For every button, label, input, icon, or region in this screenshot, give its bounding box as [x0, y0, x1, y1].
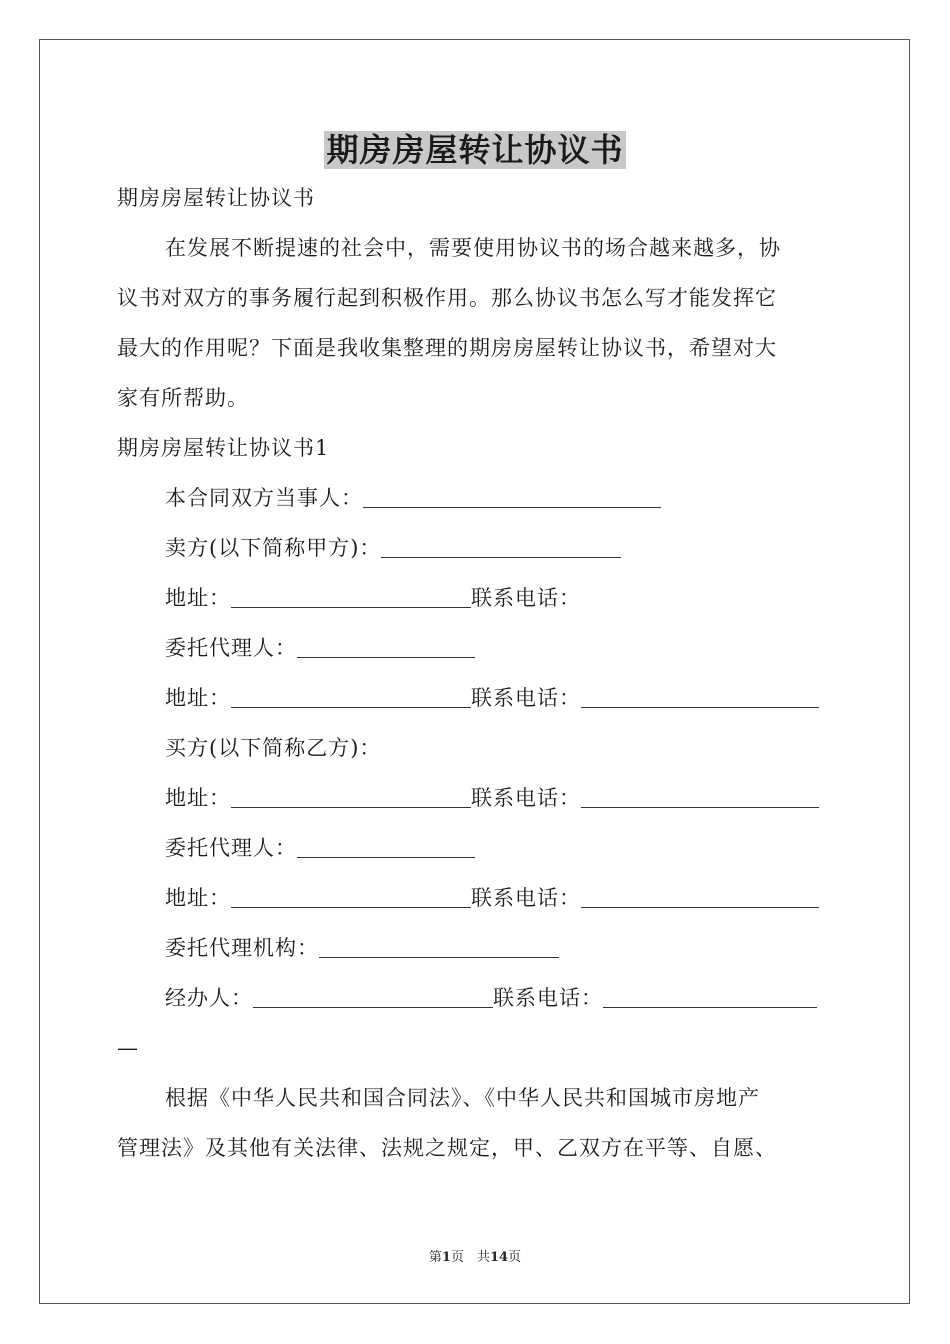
page-footer	[0, 1246, 950, 1265]
seller-label: 卖方(以下简称甲方)：	[165, 536, 382, 560]
agent-label: 委托代理人：	[165, 836, 297, 860]
buyer-line	[165, 733, 381, 763]
page-border	[39, 39, 910, 1304]
document-title: 期房房屋转让协议书	[326, 131, 624, 169]
parties-blank	[363, 485, 661, 508]
agent-blank	[297, 635, 475, 658]
phone-label: 联系电话：	[471, 586, 581, 610]
address-label: 地址：	[165, 586, 231, 610]
buyer-label: 买方(以下简称乙方)：	[165, 736, 382, 760]
phone-blank	[581, 885, 819, 908]
footer-prefix: 第	[428, 1250, 442, 1265]
intro-line-1: 在发展不断提速的社会中，需要使用协议书的场合越来越多，协	[165, 236, 781, 260]
agency-blank	[319, 935, 559, 958]
continuation-dash: —	[117, 1036, 139, 1060]
phone-blank	[581, 785, 819, 808]
intro-line-3: 最大的作用呢？下面是我收集整理的期房房屋转让协议书，希望对大	[117, 336, 777, 360]
current-page: 1	[441, 1250, 451, 1265]
seller-agent-address-line	[165, 683, 819, 713]
buyer-agent-address-line	[165, 883, 819, 913]
seller-line	[165, 533, 621, 563]
total-pages: 14	[489, 1250, 509, 1265]
basis-line-1: 根据《中华人民共和国合同法》、《中华人民共和国城市房地产	[165, 1086, 760, 1110]
phone-blank	[581, 685, 819, 708]
seller-address-line	[165, 583, 581, 613]
footer-suffix: 页	[508, 1250, 522, 1265]
seller-blank	[381, 535, 621, 558]
buyer-address-line	[165, 783, 819, 813]
phone-label: 联系电话：	[471, 886, 581, 910]
intro-line-4: 家有所帮助。	[117, 386, 249, 410]
address-blank	[231, 685, 471, 708]
seller-agent-line	[165, 633, 475, 663]
intro-line-2: 议书对双方的事务履行起到积极作用。那么协议书怎么写才能发挥它	[117, 286, 777, 310]
phone-label: 联系电话：	[471, 786, 581, 810]
address-blank	[231, 885, 471, 908]
phone-label: 联系电话：	[471, 686, 581, 710]
handler-line	[165, 983, 817, 1013]
footer-mid: 页 共	[450, 1250, 490, 1265]
subtitle: 期房房屋转让协议书	[117, 186, 315, 210]
address-label: 地址：	[165, 686, 231, 710]
address-blank	[231, 585, 471, 608]
agent-label: 委托代理人：	[165, 636, 297, 660]
address-blank	[231, 785, 471, 808]
phone-label: 联系电话：	[493, 986, 603, 1010]
agency-label: 委托代理机构：	[165, 936, 319, 960]
agency-line	[165, 933, 559, 963]
parties-line	[165, 483, 661, 513]
address-label: 地址：	[165, 886, 231, 910]
handler-blank	[253, 985, 493, 1008]
phone-blank	[603, 985, 817, 1008]
agent-blank	[297, 835, 475, 858]
buyer-agent-line	[165, 833, 475, 863]
parties-label: 本合同双方当事人：	[165, 486, 363, 510]
address-label: 地址：	[165, 786, 231, 810]
section-heading: 期房房屋转让协议书1	[117, 436, 330, 460]
basis-line-2: 管理法》及其他有关法律、法规之规定，甲、乙双方在平等、自愿、	[117, 1136, 777, 1160]
handler-label: 经办人：	[165, 986, 253, 1010]
document-title-wrap	[0, 128, 950, 172]
